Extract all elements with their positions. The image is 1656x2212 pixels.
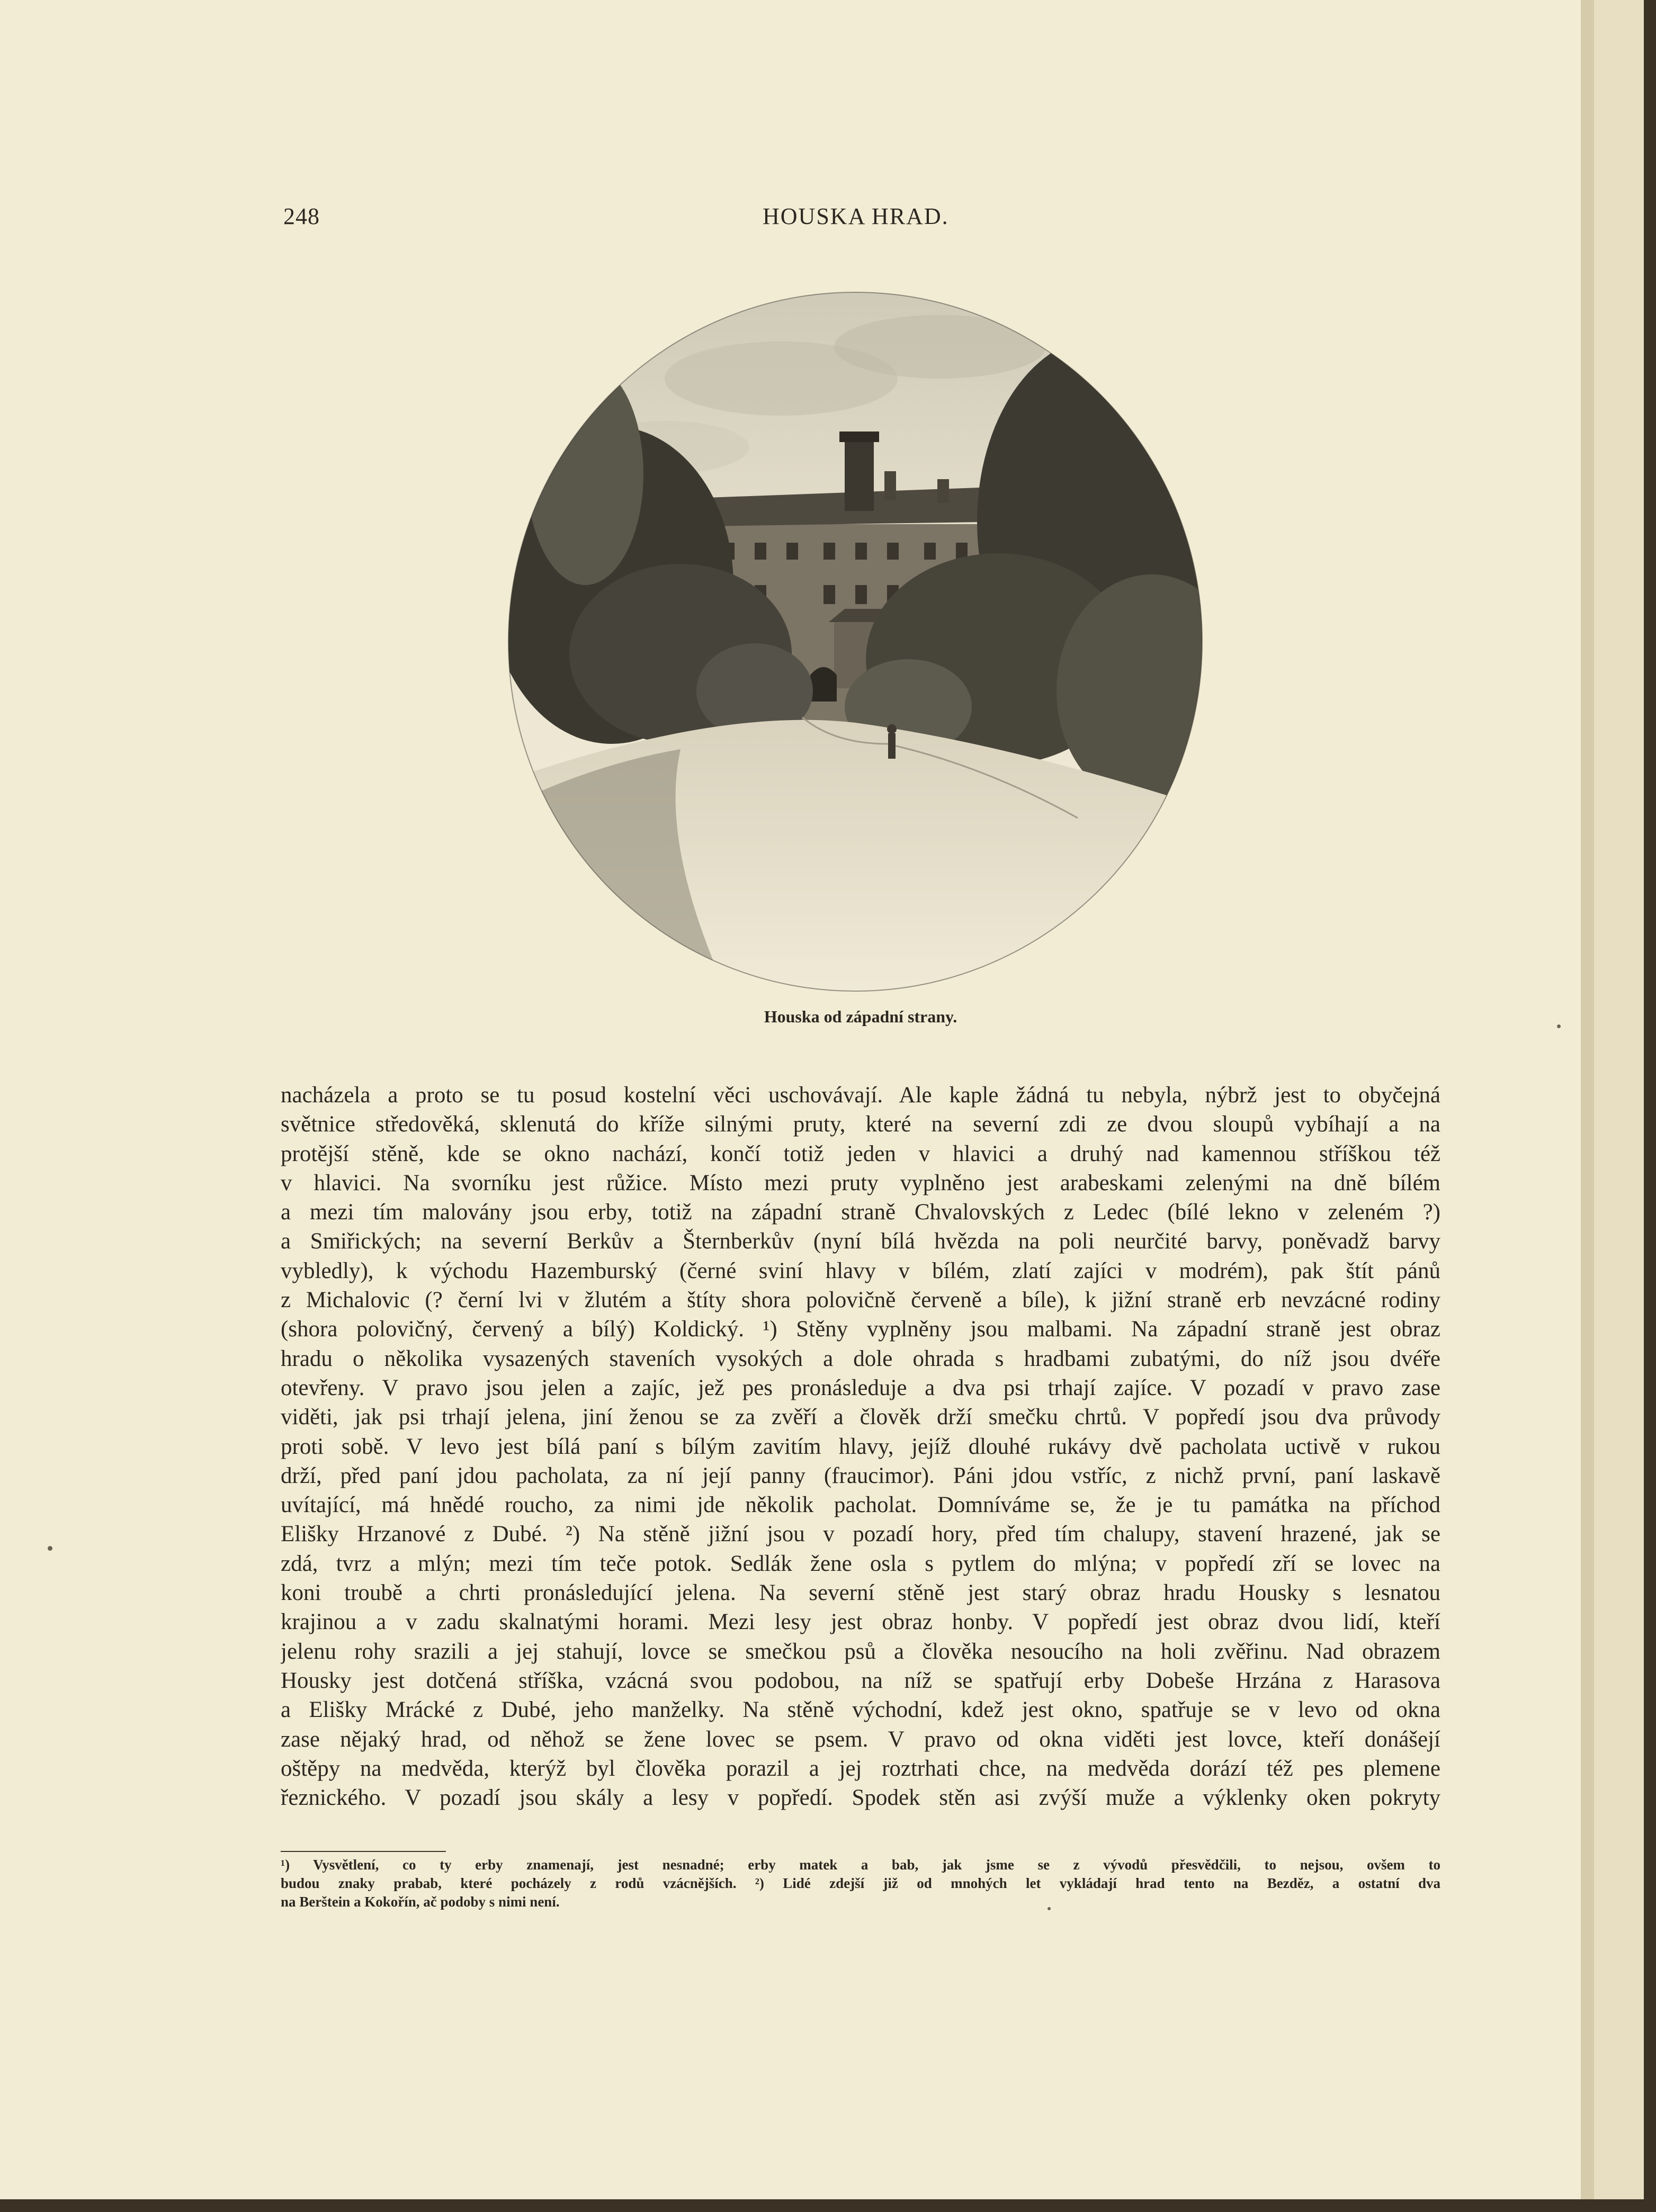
body-line: koni troubě a chrti pronásledující jelena. Na severní stěně jest starý obraz hradu Housky s lesnatou xyxy=(281,1580,1440,1606)
body-line: z Michalovic (? černí lvi v žlutém a štíty shora polovičně červeně a bíle), k jižní straně erb nevzácné rodiny xyxy=(281,1288,1440,1313)
body-line: vybledly), k východu Hazemburský (černé sviní hlavy v bílém, zlatí zajíci v modrém), pak štít pánů xyxy=(281,1258,1440,1283)
body-line: viděti, jak psi trhají jelena, jiní ženou se za zvěří a člověk drží smečku chrtů. V popředí jsou dva průvody xyxy=(281,1405,1440,1430)
footnote-line: na Berštein a Kokořín, ač podoby s nimi není. xyxy=(281,1894,560,1910)
body-line: zase nějaký hrad, od něhož se žene lovec se psem. V pravo od okna viděti jest lovce, kteří donášejí xyxy=(281,1727,1440,1752)
body-line: otevřeny. V pravo jsou jelen a zajíc, jež pes pronásleduje a dva psi trhají zajíce. V pozadí v pravo zase xyxy=(281,1375,1440,1400)
page-edge-shadow xyxy=(1581,0,1596,2212)
body-line: oštěpy na medvěda, kterýž byl člověka porazil a jej roztrhati chce, na medvěda dorází též pes plemene xyxy=(281,1756,1440,1781)
speck xyxy=(48,1546,52,1551)
body-line: a Smiřických; na severní Berkův a Šternberkův (nyní bílá hvězda na poli neurčité barvy, poněvadž barvy xyxy=(281,1229,1440,1254)
footnote-line: ¹) Vysvětlení, co ty erby znamenají, jest nesnadné; erby matek a bab, jak jsme se z vývodů přesvědčili, to nejsou, ovšem to xyxy=(281,1857,1440,1873)
body-line: Elišky Hrzanové z Dubé. ²) Na stěně jižní jsou v pozadí hory, před tím chalupy, stavení hrazené, jak se xyxy=(281,1522,1440,1547)
scan-border-right xyxy=(1644,0,1656,2212)
body-line: hradu o několika vysazených staveních vysokých a dole ohrada s hradbami zubatými, do níž jsou dvéře xyxy=(281,1346,1440,1371)
footnote-divider xyxy=(281,1851,446,1852)
body-line: proti sobě. V levo jest bílá paní s bílým zavitím hlavy, jejíž dlouhé rukávy dvě pacholata uctivě v rukou xyxy=(281,1434,1440,1459)
body-line: nacházela a proto se tu posud kostelní věci uschovávají. Ale kaple žádná tu nebyla, nýbrž jest to obyčejná xyxy=(281,1083,1440,1108)
body-line: (shora polovičný, červený a bílý) Koldický. ¹) Stěny vyplněny jsou malbami. Na západní straně jest obraz xyxy=(281,1317,1440,1342)
figure-caption: Houska od západní strany. xyxy=(764,1007,957,1026)
body-line: řeznického. V pozadí jsou skály a lesy v popředí. Spodek stěn asi zvýší muže a výklenky oken pokryty xyxy=(281,1785,1440,1811)
body-line: zdá, tvrz a mlýn; mezi tím teče potok. Sedlák žene osla s pytlem do mlýna; v popředí zří se lovec na xyxy=(281,1551,1440,1576)
body-line: uvítající, má hnědé roucho, za nimi jde několik pacholat. Domníváme se, že je tu památka na příchod xyxy=(281,1492,1440,1518)
footnote-line: budou znaky prabab, které pocházely z rodů vzácnějších. ²) Lidé zdejší již od mnohých let vykládají hrad tento na Bezděz, a ostatní dva xyxy=(281,1875,1440,1891)
body-line: drží, před paní jdou pacholata, za ní její panny (fraucimor). Páni jdou vstříc, z nichž první, paní laskavě xyxy=(281,1463,1440,1488)
body-line: krajinou a v zadu skalnatými horami. Mezi lesy jest obraz honby. V popředí jest obraz dvou lidí, kteří xyxy=(281,1609,1440,1635)
page-number: 248 xyxy=(283,203,320,229)
body-line: a Elišky Mrácké z Dubé, jeho manželky. Na stěně východní, kdež jest okno, spatřuje se v levo od okna xyxy=(281,1697,1440,1723)
body-line: světnice středověká, sklenutá do kříže silnými pruty, které na severní zdi ze dvou sloupů vybíhají a na xyxy=(281,1112,1440,1137)
body-line: jelenu rohy srazili a jej stahují, lovce se smečkou psů a člověka nesoucího na holi zvěřinu. Nad obrazem xyxy=(281,1639,1440,1664)
body-line: a mezi tím malovány jsou erby, totiž na západní straně Chvalovských z Ledec (bílé lekno v zeleném ?) xyxy=(281,1200,1440,1225)
footnotes xyxy=(281,1856,1440,1911)
body-line: v hlavici. Na svorníku jest růžice. Místo mezi pruty vyplněno jest arabeskami zelenými na dně bílém xyxy=(281,1170,1440,1195)
speck xyxy=(1048,1907,1051,1910)
body-text xyxy=(281,1081,1440,1812)
castle-illustration xyxy=(506,289,1205,995)
body-line: Housky jest dotčená stříška, vzácná svou podobou, na níž se spatřují erby Dobeše Hrzána z Harasova xyxy=(281,1668,1440,1693)
running-head: HOUSKA HRAD. xyxy=(763,203,949,229)
speck xyxy=(1557,1024,1561,1028)
body-line: protější stěně, kde se okno nachází, končí totiž jeden v hlavici a druhý nad kamennou stříškou též xyxy=(281,1141,1440,1166)
scan-border-bottom xyxy=(0,2199,1656,2212)
